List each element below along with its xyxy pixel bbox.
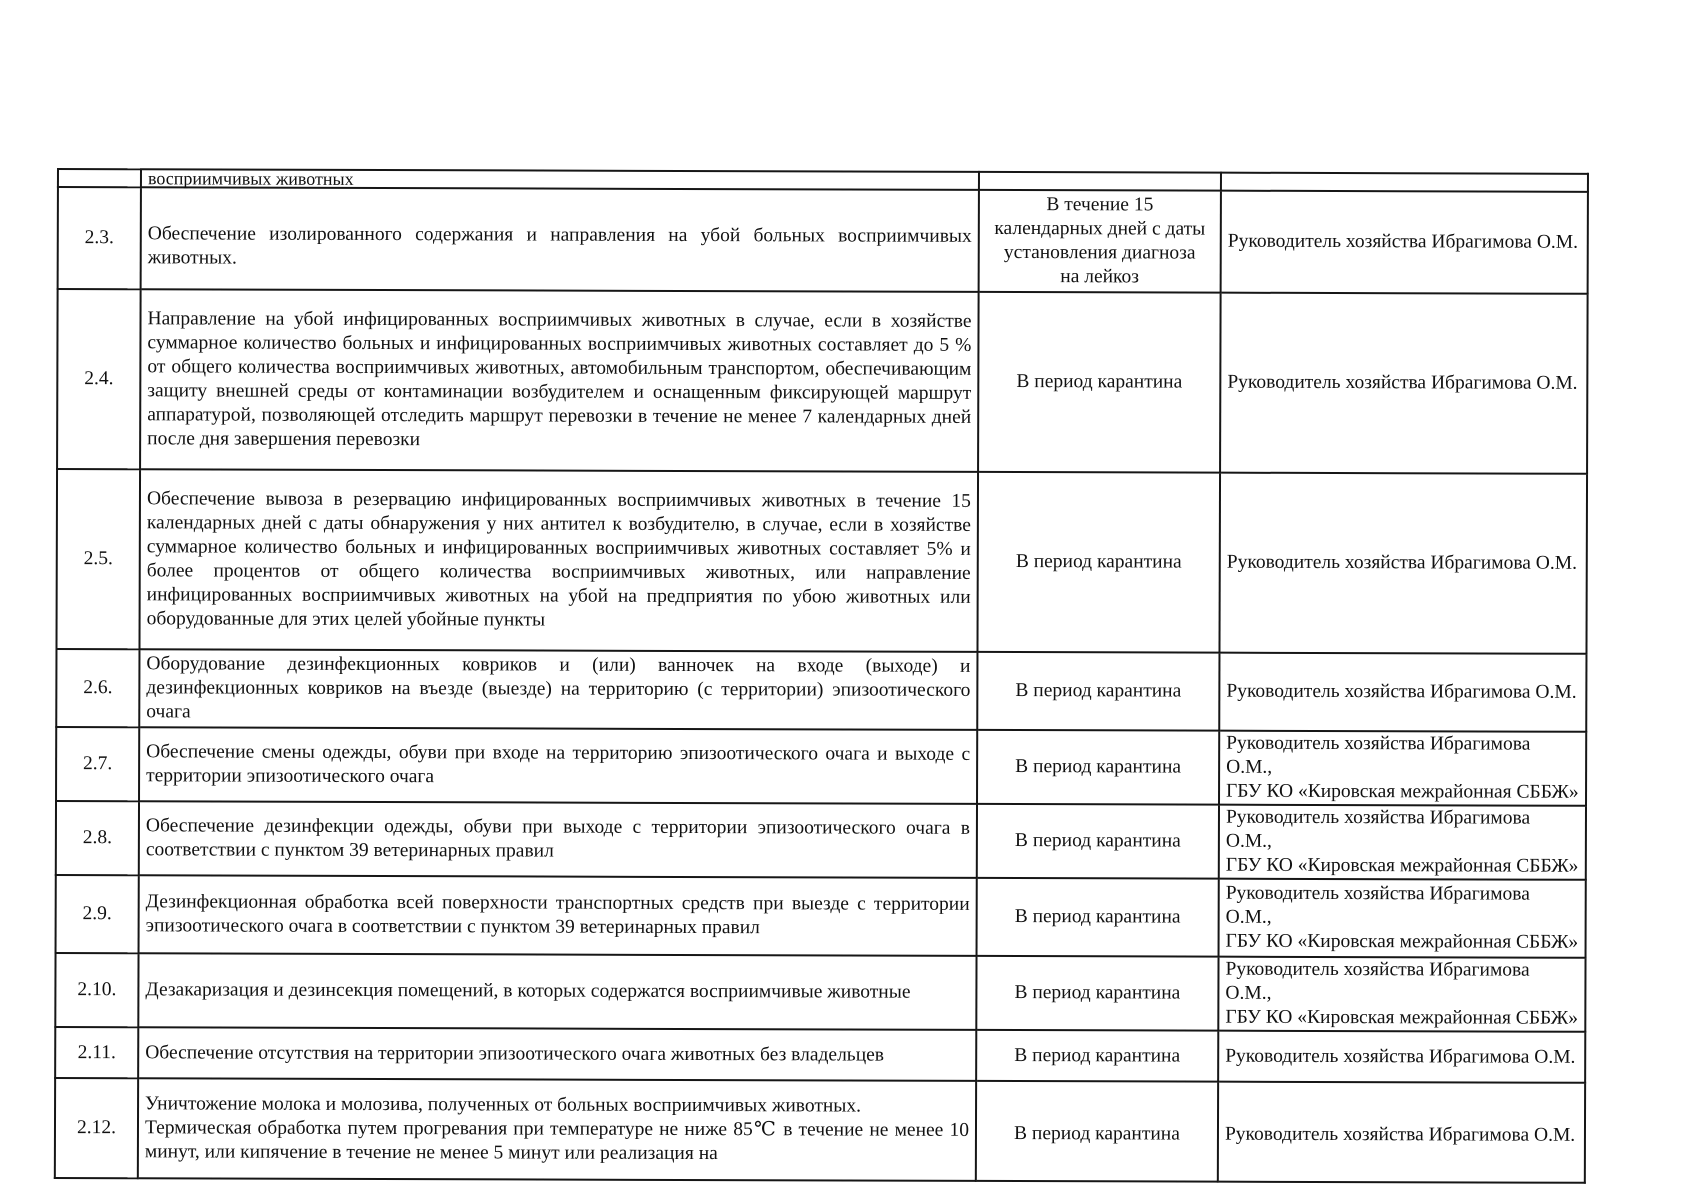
row-action: Обеспечение отсутствия на территории эпизоотического очага животных без владельцев bbox=[138, 1027, 976, 1081]
table-row bbox=[56, 875, 1586, 958]
row-action: восприимчивых животных bbox=[141, 169, 979, 190]
row-action: Оборудование дезинфекционных ковриков и (или) ванночек на входе (выходе) и дезинфекционных ковриков на въезде (выезде) на территорию (с территории) эпизоотического очага bbox=[139, 649, 977, 730]
row-action: Дезакаризация и дезинсекция помещений, в которых содержатся восприимчивые животные bbox=[138, 953, 976, 1030]
row-number: 2.6. bbox=[56, 649, 139, 727]
row-number: 2.3. bbox=[58, 187, 141, 289]
row-responsible bbox=[1219, 731, 1586, 806]
row-responsible bbox=[1218, 1082, 1585, 1183]
responsible-line: ГБУ КО «Кировская межрайонная СББЖ» bbox=[1226, 780, 1579, 803]
row-number: 2.10. bbox=[55, 953, 138, 1027]
responsible-line: Руководитель хозяйства Ибрагимова О.М. bbox=[1225, 1045, 1576, 1068]
row-action: Обеспечение изолированного содержания и направления на убой больных восприимчивых животных. bbox=[141, 187, 979, 292]
responsible-line: Руководитель хозяйства Ибрагимова О.М. bbox=[1226, 680, 1577, 703]
responsible-line: Руководитель хозяйства Ибрагимова О.М. bbox=[1224, 1123, 1576, 1146]
responsible-line: ГБУ КО «Кировская межрайонная СББЖ» bbox=[1225, 930, 1579, 953]
row-responsible bbox=[1219, 473, 1587, 654]
row-number: 2.4. bbox=[57, 289, 141, 469]
table-row-continuation bbox=[58, 169, 1588, 192]
responsible-line: ГБУ КО «Кировская межрайонная СББЖ» bbox=[1225, 854, 1579, 877]
measures-table bbox=[54, 168, 1589, 1184]
responsible-line: Руководитель хозяйства Ибрагимова О.М. bbox=[1227, 230, 1579, 253]
row-responsible bbox=[1218, 957, 1585, 1032]
table-row bbox=[55, 953, 1585, 1032]
row-action bbox=[138, 1078, 976, 1181]
row-number: 2.11. bbox=[55, 1027, 138, 1078]
row-term: В течение 15 календарных дней с даты установления диагноза на лейкоз bbox=[979, 190, 1221, 293]
row-number bbox=[58, 169, 141, 187]
table-row bbox=[55, 1027, 1585, 1083]
table-row bbox=[58, 187, 1588, 294]
responsible-line: ГБУ КО «Кировская межрайонная СББЖ» bbox=[1225, 1006, 1579, 1029]
table-row bbox=[57, 289, 1588, 474]
row-responsible bbox=[1218, 1031, 1585, 1083]
responsible-line: Руководитель хозяйства Ибрагимова О.М. bbox=[1226, 551, 1578, 574]
responsible-line: Руководитель хозяйства Ибрагимова О.М. bbox=[1227, 371, 1578, 394]
row-term: В период карантина bbox=[977, 804, 1219, 879]
row-term: В период карантина bbox=[978, 292, 1221, 473]
row-term: В период карантина bbox=[977, 472, 1220, 653]
action-line: Уничтожение молока и молозива, полученных от больных восприимчивых животных. bbox=[145, 1093, 862, 1117]
row-term bbox=[979, 172, 1221, 191]
responsible-line: Руководитель хозяйства Ибрагимова О.М., bbox=[1226, 732, 1531, 778]
row-term: В период карантина bbox=[977, 652, 1219, 731]
responsible-line: Руководитель хозяйства Ибрагимова О.М., bbox=[1225, 806, 1531, 852]
table-row bbox=[56, 801, 1586, 880]
row-responsible bbox=[1219, 653, 1586, 732]
responsible-line: Руководитель хозяйства Ибрагимова О.М., bbox=[1225, 882, 1530, 928]
row-term: В период карантина bbox=[976, 1081, 1218, 1182]
row-number: 2.12. bbox=[55, 1078, 138, 1178]
row-term: В период карантина bbox=[977, 878, 1219, 957]
row-responsible bbox=[1220, 293, 1588, 474]
row-number: 2.8. bbox=[56, 801, 139, 875]
row-action: Дезинфекционная обработка всей поверхности транспортных средств при выезде с территории эпизоотического очага в соответствии с пунктом 39 ветеринарных правил bbox=[139, 875, 977, 956]
row-action: Направление на убой инфицированных восприимчивых животных в случае, если в хозяйстве суммарное количество больных и инфицированных восприимчивых животных составляет до 5 % от общего количества восприимчивых животных, автомобильным транспортом, обеспечивающим защиту внешней среды от контаминации возбудителем и оснащенным фиксирующей маршрут аппаратурой, позволяющей отследить маршрут перевозки в течение не менее 7 календарных дней после дня завершения перевозки bbox=[140, 289, 979, 472]
row-responsible bbox=[1219, 805, 1586, 880]
row-number: 2.7. bbox=[56, 727, 139, 801]
row-action: Обеспечение смены одежды, обуви при входе на территорию эпизоотического очага и выходе с территории эпизоотического очага bbox=[139, 727, 977, 804]
row-responsible bbox=[1221, 191, 1588, 294]
row-responsible bbox=[1219, 879, 1586, 958]
row-responsible bbox=[1221, 173, 1588, 192]
table-row bbox=[56, 469, 1587, 654]
action-line: Термическая обработка путем прогревания при температуре не ниже 85℃ в течение не менее 10 минут, или кипячение в течение не менее 5 минут или реализация на bbox=[144, 1117, 970, 1165]
row-action: Обеспечение дезинфекции одежды, обуви при выходе с территории эпизоотического очага в соответствии с пунктом 39 ветеринарных правил bbox=[139, 801, 977, 878]
table-row bbox=[56, 649, 1586, 732]
table-row bbox=[56, 727, 1586, 806]
row-number: 2.9. bbox=[56, 875, 139, 953]
row-term: В период карантина bbox=[976, 956, 1218, 1031]
row-term: В период карантина bbox=[976, 1030, 1218, 1082]
table-row bbox=[55, 1078, 1585, 1183]
row-term: В период карантина bbox=[977, 730, 1219, 805]
row-number: 2.5. bbox=[56, 469, 140, 649]
row-action: Обеспечение вывоза в резервацию инфицированных восприимчивых животных в течение 15 календарных дней с даты обнаружения у них антител к возбудителю, в случае, если в хозяйстве суммарное количество больных и инфицированных восприимчивых животных составляет 5% и более процентов от общего количества восприимчивых животных, или направление инфицированных восприимчивых животных на убой на предприятия по убою животных или оборудованные для этих целей убойные пункты bbox=[139, 469, 978, 652]
responsible-line: Руководитель хозяйства Ибрагимова О.М., bbox=[1225, 958, 1530, 1004]
